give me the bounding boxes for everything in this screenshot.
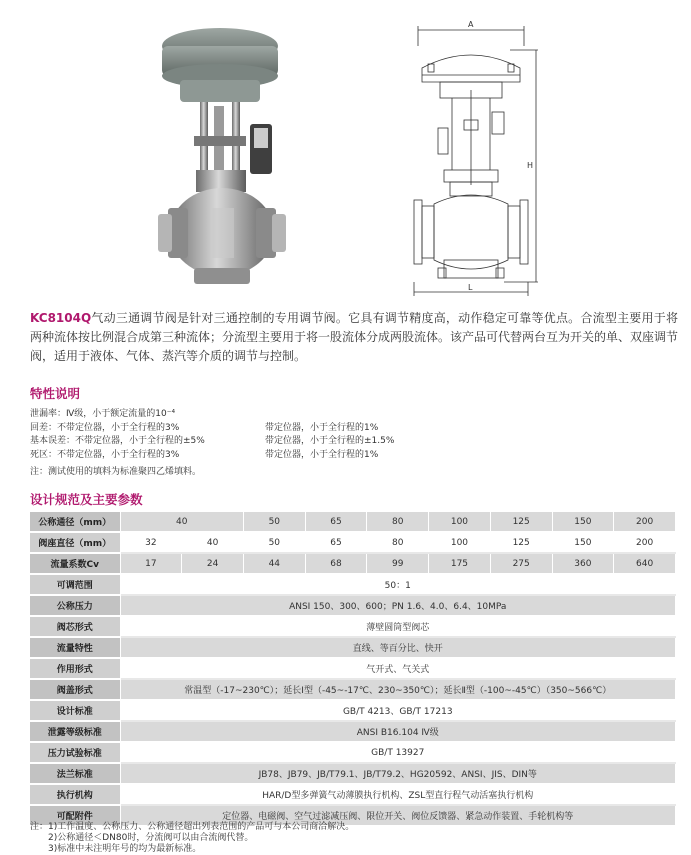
spec-cell: 气开式、气关式 <box>120 658 676 679</box>
footnote-3: 3)标准中未注明年号的均为最新标准。 <box>48 844 202 854</box>
spec-cell: 80 <box>367 532 429 553</box>
spec-cell: ANSI B16.104 Ⅳ级 <box>120 721 676 742</box>
feature-text: 死区：不带定位器，小于全行程的3% <box>30 449 180 460</box>
spec-cell: 定位器、电磁阀、空气过滤减压阀、限位开关、阀位反馈器、紧急动作装置、手轮机构等 <box>120 805 676 826</box>
features-title: 特性说明 <box>30 386 81 401</box>
spec-row <box>30 616 676 637</box>
spec-row <box>30 595 676 616</box>
spec-cell: 200 <box>614 532 676 553</box>
spec-table <box>30 512 676 827</box>
spec-row <box>30 574 676 595</box>
spec-cell: 44 <box>243 553 305 574</box>
feature-text: 泄漏率：Ⅳ级，小于额定流量的10⁻⁴ <box>30 409 176 419</box>
spec-title: 设计规范及主要参数 <box>30 492 143 507</box>
spec-cell: 640 <box>614 553 676 574</box>
spec-cell: 200 <box>614 512 676 532</box>
spec-cell: ANSI 150、300、600；PN 1.6、4.0、6.4、10MPa <box>120 595 676 616</box>
spec-cell: 68 <box>305 553 367 574</box>
spec-cell: 40 <box>182 532 244 553</box>
feature-text-positioner: 带定位器，小于全行程的1% <box>265 422 379 433</box>
spec-cell: 100 <box>429 532 491 553</box>
spec-row-label: 阀芯形式 <box>30 616 120 637</box>
spec-cell: 99 <box>367 553 429 574</box>
spec-row-label: 公称通径（mm） <box>30 512 120 532</box>
spec-cell: 常温型（-17~230℃）；延长Ⅰ型（-45~-17℃、230~350℃）；延长Ⅱ型（-100~-45℃）（350~566℃） <box>120 679 676 700</box>
spec-row-label: 设计标准 <box>30 700 120 721</box>
footnotes <box>30 822 354 855</box>
footnote-1: 注：1)工作温度、公称压力、公称通径超出列表范围的产品可与本公司商洽解决。 <box>30 822 355 832</box>
feature-row <box>30 447 670 461</box>
spec-row-label: 法兰标准 <box>30 763 120 784</box>
spec-row <box>30 700 676 721</box>
spec-row <box>30 763 676 784</box>
spec-cell: JB78、JB79、JB/T79.1、JB/T79.2、HG20592、ANSI、JIS、DIN等 <box>120 763 676 784</box>
spec-cell: 50：1 <box>120 574 676 595</box>
spec-cell: GB/T 13927 <box>120 742 676 763</box>
footnote-2: 2)公称通径＜DN80时，分流阀可以由合流阀代替。 <box>48 833 254 843</box>
spec-row <box>30 553 676 574</box>
spec-cell: 薄壁圆筒型阀芯 <box>120 616 676 637</box>
spec-cell: 80 <box>367 512 429 532</box>
spec-row <box>30 532 676 553</box>
product-photo <box>150 18 320 288</box>
spec-row-label: 可调范围 <box>30 574 120 595</box>
feature-text: 基本误差：不带定位器，小于全行程的±5% <box>30 436 205 446</box>
spec-row-label: 公称压力 <box>30 595 120 616</box>
spec-cell: 125 <box>490 532 552 553</box>
spec-cell: 50 <box>243 532 305 553</box>
feature-row <box>30 420 670 434</box>
spec-cell: 125 <box>490 512 552 532</box>
spec-row-label: 阀盖形式 <box>30 679 120 700</box>
intro-paragraph <box>30 309 678 366</box>
spec-row-label: 流量特性 <box>30 637 120 658</box>
spec-row-label: 压力试验标准 <box>30 742 120 763</box>
spec-row <box>30 637 676 658</box>
dimension-drawing <box>400 20 540 300</box>
dimension-l-label: L <box>468 283 473 292</box>
model-number: KC8104Q <box>30 311 92 325</box>
spec-row-label: 流量系数Cv <box>30 553 120 574</box>
feature-text-positioner: 带定位器，小于全行程的1% <box>265 449 379 460</box>
spec-row-label: 阀座直径（mm） <box>30 532 120 553</box>
spec-cell: GB/T 4213、GB/T 17213 <box>120 700 676 721</box>
spec-cell: 175 <box>429 553 491 574</box>
spec-row-label: 执行机构 <box>30 784 120 805</box>
spec-row <box>30 679 676 700</box>
spec-row-label: 可配附件 <box>30 805 120 826</box>
spec-cell: 360 <box>552 553 614 574</box>
feature-text: 回差：不带定位器，小于全行程的3% <box>30 422 180 433</box>
spec-cell: 24 <box>182 553 244 574</box>
spec-row-label: 泄露等级标准 <box>30 721 120 742</box>
spec-row <box>30 512 676 532</box>
spec-row <box>30 658 676 679</box>
spec-cell: 直线、等百分比、快开 <box>120 637 676 658</box>
spec-cell: 275 <box>490 553 552 574</box>
feature-row <box>30 433 670 447</box>
feature-row <box>30 406 670 420</box>
dimension-a-label: A <box>468 20 474 29</box>
spec-cell: 65 <box>305 512 367 532</box>
spec-cell: 32 <box>120 532 182 553</box>
features-note: 注：测试使用的填料为标准聚四乙烯填料。 <box>30 467 202 477</box>
spec-cell: 150 <box>552 532 614 553</box>
spec-row <box>30 784 676 805</box>
dimension-h-label: H <box>527 161 534 170</box>
feature-text-positioner: 带定位器，小于全行程的±1.5% <box>265 436 395 446</box>
spec-cell: 40 <box>120 512 243 532</box>
spec-cell: 17 <box>120 553 182 574</box>
spec-row <box>30 742 676 763</box>
spec-row <box>30 721 676 742</box>
features-list <box>30 406 670 477</box>
spec-row-label: 作用形式 <box>30 658 120 679</box>
spec-cell: HAR/D型多弹簧气动薄膜执行机构、ZSL型直行程气动活塞执行机构 <box>120 784 676 805</box>
spec-cell: 65 <box>305 532 367 553</box>
spec-cell: 50 <box>243 512 305 532</box>
intro-text: 气动三通调节阀是针对三通控制的专用调节阀。它具有调节精度高，动作稳定可靠等优点。合流型主要用于将两种流体按比例混合成第三种流体；分流型主要用于将一股流体分成两股流体。该产品可代替两台互为开关的单、双座调节阀，适用于液体、气体、蒸汽等介质的调节与控制。 <box>30 311 679 363</box>
spec-cell: 100 <box>429 512 491 532</box>
spec-cell: 150 <box>552 512 614 532</box>
